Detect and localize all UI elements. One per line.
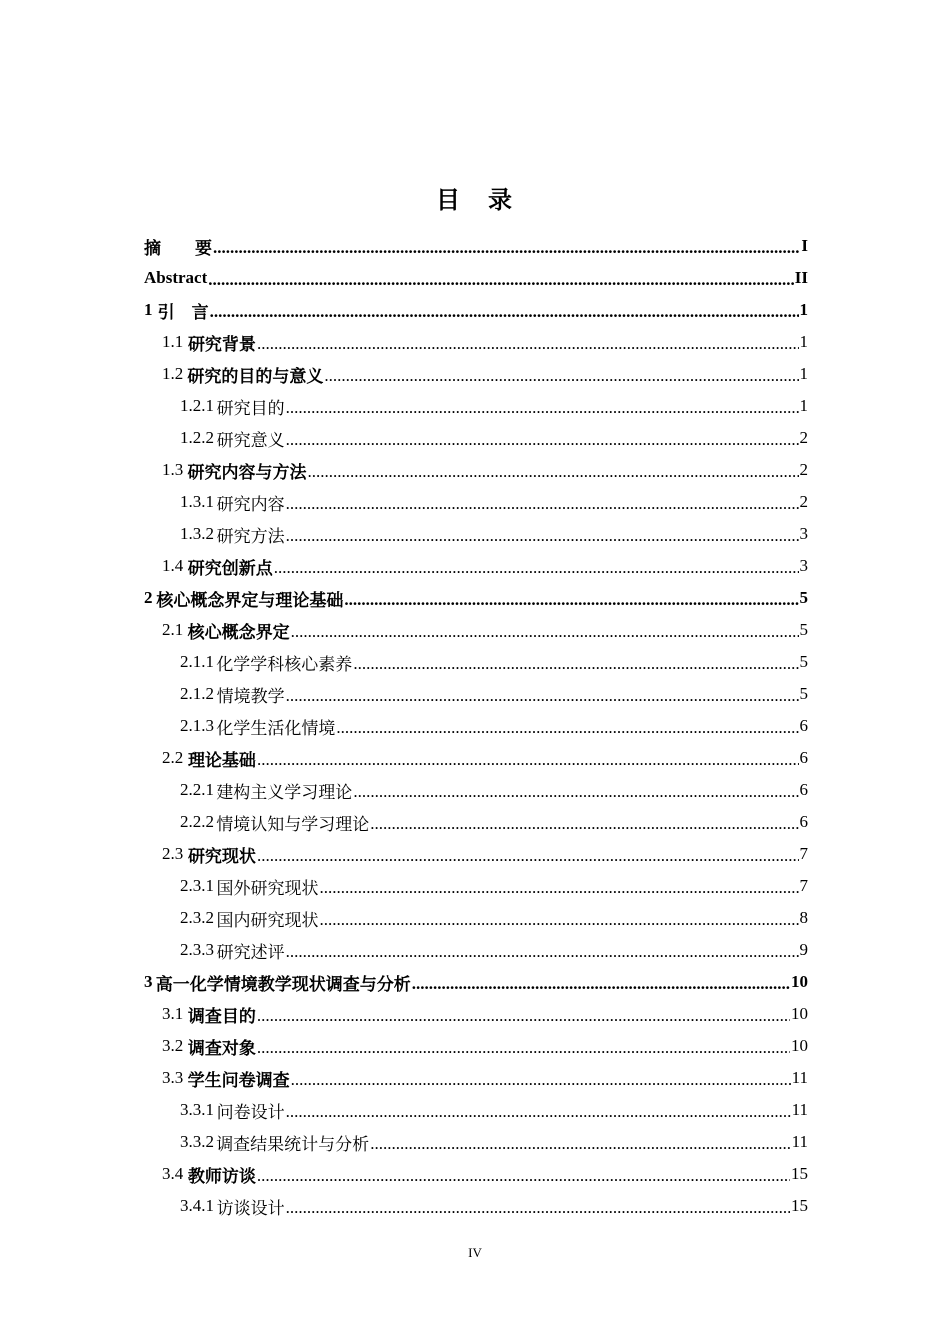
toc-entry-number: 2.3.1 bbox=[180, 876, 214, 895]
toc-entry-number: 2.1.1 bbox=[180, 652, 214, 671]
toc-entry-title: 研究背景 bbox=[187, 334, 256, 355]
toc-entry[interactable] bbox=[144, 454, 808, 486]
toc-entry[interactable] bbox=[144, 710, 808, 742]
toc-entry-page: 10 bbox=[791, 1004, 808, 1023]
toc-entry-title: 国外研究现状 bbox=[216, 878, 319, 899]
toc-entry-page: 1 bbox=[799, 396, 808, 415]
toc-entry-number: 1.1 bbox=[162, 332, 184, 351]
toc-entry-page: II bbox=[794, 268, 808, 287]
toc-entry[interactable] bbox=[144, 1190, 808, 1222]
toc-entry-page: 6 bbox=[799, 716, 808, 735]
toc-entry-title: 研究现状 bbox=[187, 846, 256, 867]
toc-dot-leader bbox=[370, 814, 798, 834]
toc-entry-title: 核心概念界定与理论基础 bbox=[156, 590, 344, 611]
toc-dot-leader bbox=[336, 718, 798, 738]
toc-entry[interactable] bbox=[144, 614, 808, 646]
toc-entry[interactable] bbox=[144, 998, 808, 1030]
toc-entry[interactable] bbox=[144, 806, 808, 838]
page-number: IV bbox=[468, 1245, 482, 1260]
toc-entry[interactable] bbox=[144, 358, 808, 390]
toc-dot-leader bbox=[208, 270, 794, 290]
toc-dot-leader bbox=[257, 334, 799, 354]
toc-entry-title: 调查目的 bbox=[187, 1006, 256, 1027]
toc-dot-leader bbox=[370, 1134, 790, 1154]
toc-dot-leader bbox=[257, 1166, 790, 1186]
toc-entry-number: 1.3.2 bbox=[180, 524, 214, 543]
toc-entry[interactable] bbox=[144, 966, 808, 998]
toc-dot-leader bbox=[257, 750, 799, 770]
toc-entry-number: 2.1 bbox=[162, 620, 184, 639]
toc-dot-leader bbox=[286, 942, 799, 962]
toc-entry[interactable] bbox=[144, 518, 808, 550]
toc-entry-page: 9 bbox=[799, 940, 808, 959]
toc-entry-number: 1.2 bbox=[162, 364, 184, 383]
toc-entry[interactable] bbox=[144, 742, 808, 774]
toc-entry[interactable] bbox=[144, 550, 808, 582]
toc-entry-title: 情境认知与学习理论 bbox=[216, 814, 370, 835]
toc-entry-title: 问卷设计 bbox=[216, 1102, 285, 1123]
toc-entry[interactable] bbox=[144, 1062, 808, 1094]
toc-entry-page: 15 bbox=[791, 1164, 808, 1183]
toc-entry-number: 3.4.1 bbox=[180, 1196, 214, 1215]
toc-entry-number: 1.3.1 bbox=[180, 492, 214, 511]
toc-entry-title: 调查结果统计与分析 bbox=[216, 1134, 370, 1155]
toc-entry[interactable] bbox=[144, 902, 808, 934]
toc-entry-number: 3.3.1 bbox=[180, 1100, 214, 1119]
toc-entry[interactable] bbox=[144, 1158, 808, 1190]
toc-entry[interactable] bbox=[144, 390, 808, 422]
toc-entry-title: 学生问卷调查 bbox=[187, 1070, 290, 1091]
toc-dot-leader bbox=[286, 430, 799, 450]
toc-entry-title: 研究的目的与意义 bbox=[187, 366, 324, 387]
toc-dot-leader bbox=[257, 1006, 790, 1026]
toc-entry-page: 7 bbox=[799, 876, 808, 895]
toc-entry-number: 2.3.3 bbox=[180, 940, 214, 959]
toc-dot-leader bbox=[353, 782, 798, 802]
toc-entry-title: 研究目的 bbox=[216, 398, 285, 419]
toc-entry-page: 8 bbox=[799, 908, 808, 927]
toc-dot-leader bbox=[291, 622, 799, 642]
toc-dot-leader bbox=[257, 1038, 790, 1058]
toc-entry-title: 化学生活化情境 bbox=[216, 718, 336, 739]
toc-entry-page: 15 bbox=[791, 1196, 808, 1215]
table-of-contents bbox=[144, 230, 808, 1222]
toc-entry-page: 5 bbox=[799, 652, 808, 671]
toc-entry[interactable] bbox=[144, 486, 808, 518]
toc-entry-number: 3.3 bbox=[162, 1068, 184, 1087]
toc-dot-leader bbox=[412, 974, 790, 994]
toc-dot-leader bbox=[286, 1198, 790, 1218]
toc-entry-number: 2.3.2 bbox=[180, 908, 214, 927]
toc-dot-leader bbox=[286, 1102, 791, 1122]
toc-entry-title: 教师访谈 bbox=[187, 1166, 256, 1187]
toc-entry-title: 研究内容 bbox=[216, 494, 285, 515]
toc-dot-leader bbox=[324, 366, 798, 386]
toc-entry-page: 5 bbox=[799, 620, 808, 639]
toc-entry-number: 1.2.1 bbox=[180, 396, 214, 415]
toc-entry-page: 11 bbox=[791, 1132, 808, 1151]
toc-entry-title: Abstract bbox=[144, 268, 208, 287]
toc-entry-number: 3.2 bbox=[162, 1036, 184, 1055]
toc-entry-number: 3.3.2 bbox=[180, 1132, 214, 1151]
toc-entry-number: 1.4 bbox=[162, 556, 184, 575]
toc-entry-title: 研究述评 bbox=[216, 942, 285, 963]
toc-entry-page: 5 bbox=[799, 588, 808, 607]
toc-entry-title: 理论基础 bbox=[187, 750, 256, 771]
toc-entry-page: 2 bbox=[799, 492, 808, 511]
toc-entry-page: 1 bbox=[799, 300, 808, 319]
toc-entry-page: 1 bbox=[799, 332, 808, 351]
toc-entry[interactable] bbox=[144, 838, 808, 870]
toc-entry-title: 国内研究现状 bbox=[216, 910, 319, 931]
toc-entry-number: 2 bbox=[144, 588, 153, 607]
toc-entry[interactable] bbox=[144, 646, 808, 678]
toc-entry-title: 情境教学 bbox=[216, 686, 285, 707]
toc-dot-leader bbox=[286, 526, 799, 546]
toc-dot-leader bbox=[213, 238, 800, 258]
toc-entry-number: 3.4 bbox=[162, 1164, 184, 1183]
toc-dot-leader bbox=[353, 654, 798, 674]
toc-entry-page: 6 bbox=[799, 780, 808, 799]
toc-entry-title: 核心概念界定 bbox=[187, 622, 290, 643]
toc-entry-number: 3 bbox=[144, 972, 153, 991]
toc-entry-number: 2.1.2 bbox=[180, 684, 214, 703]
toc-dot-leader bbox=[274, 558, 799, 578]
toc-entry-number: 2.1.3 bbox=[180, 716, 214, 735]
toc-entry-page: 11 bbox=[791, 1068, 808, 1087]
toc-entry-title: 摘 要 bbox=[144, 238, 212, 259]
toc-entry-number: 3.1 bbox=[162, 1004, 184, 1023]
toc-entry-page: 10 bbox=[791, 1036, 808, 1055]
toc-entry-number: 2.2.1 bbox=[180, 780, 214, 799]
toc-entry-page: 2 bbox=[799, 428, 808, 447]
toc-entry-number: 1.2.2 bbox=[180, 428, 214, 447]
toc-entry[interactable] bbox=[144, 1030, 808, 1062]
toc-entry[interactable] bbox=[144, 422, 808, 454]
toc-entry-number: 1 bbox=[144, 300, 153, 319]
toc-dot-leader bbox=[210, 302, 799, 322]
toc-dot-leader bbox=[257, 846, 799, 866]
toc-dot-leader bbox=[286, 398, 799, 418]
toc-entry-title: 建构主义学习理论 bbox=[216, 782, 353, 803]
toc-dot-leader bbox=[286, 686, 799, 706]
toc-dot-leader bbox=[344, 590, 798, 610]
toc-entry-title: 访谈设计 bbox=[216, 1198, 285, 1219]
toc-dot-leader bbox=[319, 910, 798, 930]
toc-entry-title: 化学学科核心素养 bbox=[216, 654, 353, 675]
toc-entry-page: 3 bbox=[799, 524, 808, 543]
toc-entry-page: 10 bbox=[791, 972, 808, 991]
toc-entry-number: 2.2.2 bbox=[180, 812, 214, 831]
toc-entry[interactable] bbox=[144, 678, 808, 710]
toc-entry[interactable] bbox=[144, 774, 808, 806]
toc-entry[interactable] bbox=[144, 870, 808, 902]
toc-entry-title: 研究方法 bbox=[216, 526, 285, 547]
toc-entry-page: 1 bbox=[799, 364, 808, 383]
toc-entry[interactable] bbox=[144, 582, 808, 614]
toc-entry-page: 6 bbox=[799, 812, 808, 831]
toc-entry-page: 5 bbox=[799, 684, 808, 703]
toc-entry-title: 研究创新点 bbox=[187, 558, 273, 579]
toc-entry-page: I bbox=[801, 236, 808, 255]
toc-entry-page: 6 bbox=[799, 748, 808, 767]
toc-title: 目 录 bbox=[436, 186, 514, 214]
toc-entry-title: 引 言 bbox=[157, 302, 209, 323]
toc-entry-page: 7 bbox=[799, 844, 808, 863]
toc-entry-title: 研究内容与方法 bbox=[187, 462, 307, 483]
toc-entry-number: 2.2 bbox=[162, 748, 184, 767]
toc-entry-number: 2.3 bbox=[162, 844, 184, 863]
toc-entry-title: 研究意义 bbox=[216, 430, 285, 451]
toc-entry-title: 高一化学情境教学现状调查与分析 bbox=[155, 974, 411, 995]
toc-entry[interactable] bbox=[144, 294, 808, 326]
toc-entry[interactable] bbox=[144, 1094, 808, 1126]
toc-entry[interactable] bbox=[144, 262, 808, 294]
toc-entry-title: 调查对象 bbox=[187, 1038, 256, 1059]
toc-dot-leader bbox=[291, 1070, 791, 1090]
toc-entry[interactable] bbox=[144, 1126, 808, 1158]
toc-dot-leader bbox=[308, 462, 799, 482]
toc-entry-page: 3 bbox=[799, 556, 808, 575]
toc-entry-page: 2 bbox=[799, 460, 808, 479]
toc-entry-number: 1.3 bbox=[162, 460, 184, 479]
toc-entry[interactable] bbox=[144, 230, 808, 262]
toc-entry-page: 11 bbox=[791, 1100, 808, 1119]
toc-entry[interactable] bbox=[144, 326, 808, 358]
toc-dot-leader bbox=[286, 494, 799, 514]
toc-dot-leader bbox=[319, 878, 798, 898]
toc-entry[interactable] bbox=[144, 934, 808, 966]
